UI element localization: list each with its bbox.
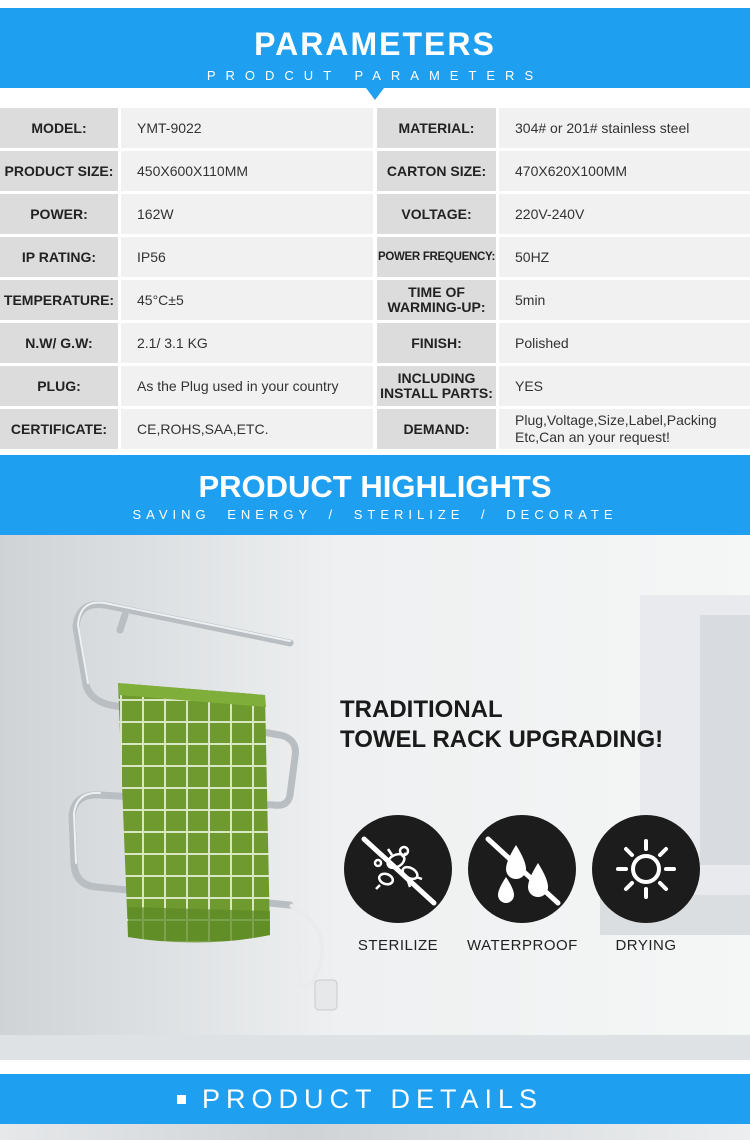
param-value: IP56 bbox=[121, 237, 373, 277]
table-row bbox=[0, 409, 750, 449]
param-label: TIME OF WARMING-UP: bbox=[377, 280, 496, 320]
table-row bbox=[0, 237, 750, 277]
highlights-subtitle: SAVING ENERGY / STERILIZE / DECORATE bbox=[132, 507, 618, 522]
feature-sterilize bbox=[343, 815, 453, 954]
param-value: 45°C±5 bbox=[121, 280, 373, 320]
parameters-banner bbox=[0, 8, 750, 88]
param-value: YES bbox=[499, 366, 750, 406]
feature-label: WATERPROOF bbox=[467, 937, 578, 954]
banner-pointer bbox=[366, 88, 384, 100]
param-label: N.W/ G.W: bbox=[0, 323, 118, 363]
param-label: TEMPERATURE: bbox=[0, 280, 118, 320]
param-label: POWER FREQUENCY: bbox=[377, 237, 496, 277]
feature-waterproof bbox=[467, 815, 577, 954]
details-title: PRODUCT DETAILS bbox=[202, 1084, 544, 1114]
table-row bbox=[0, 194, 750, 234]
param-value: 5min bbox=[499, 280, 750, 320]
param-label: PRODUCT SIZE: bbox=[0, 151, 118, 191]
param-label: PLUG: bbox=[0, 366, 118, 406]
param-value: 2.1/ 3.1 KG bbox=[121, 323, 373, 363]
highlights-banner bbox=[0, 455, 750, 535]
sun-icon bbox=[592, 815, 700, 923]
param-value: As the Plug used in your country bbox=[121, 366, 373, 406]
param-value: 220V-240V bbox=[499, 194, 750, 234]
param-label: FINISH: bbox=[377, 323, 496, 363]
param-label: INCLUDING INSTALL PARTS: bbox=[377, 366, 496, 406]
param-value: YMT-9022 bbox=[121, 108, 373, 148]
param-value: Polished bbox=[499, 323, 750, 363]
param-label: CERTIFICATE: bbox=[0, 409, 118, 449]
table-row bbox=[0, 108, 750, 148]
table-row bbox=[0, 366, 750, 406]
param-value: 470X620X100MM bbox=[499, 151, 750, 191]
towel-rack-scene bbox=[0, 535, 750, 1060]
product-hero-image bbox=[0, 535, 750, 1060]
table-row bbox=[0, 280, 750, 320]
water-drops-crossed-icon bbox=[468, 815, 576, 923]
param-label: DEMAND: bbox=[377, 409, 496, 449]
parameters-title: PARAMETERS bbox=[254, 26, 496, 62]
square-bullet-icon bbox=[177, 1095, 186, 1104]
param-value: 50HZ bbox=[499, 237, 750, 277]
param-value: Plug,Voltage,Size,Label,Packing Etc,Can an your request! bbox=[499, 409, 750, 449]
param-label: POWER: bbox=[0, 194, 118, 234]
feature-label: STERILIZE bbox=[357, 937, 439, 954]
hero-headline bbox=[340, 695, 663, 755]
table-row bbox=[0, 151, 750, 191]
details-image-strip bbox=[0, 1124, 750, 1140]
param-label: VOLTAGE: bbox=[377, 194, 496, 234]
param-value: CE,ROHS,SAA,ETC. bbox=[121, 409, 373, 449]
parameters-subtitle: PRODCUT PARAMETERS bbox=[206, 68, 544, 83]
param-label: MATERIAL: bbox=[377, 108, 496, 148]
feature-label: DRYING bbox=[615, 937, 677, 954]
highlights-title: PRODUCT HIGHLIGHTS bbox=[198, 469, 552, 504]
param-label: IP RATING: bbox=[0, 237, 118, 277]
param-value: 162W bbox=[121, 194, 373, 234]
param-value: 304# or 201# stainless steel bbox=[499, 108, 750, 148]
headline-line-1: TRADITIONAL bbox=[340, 696, 503, 723]
param-label: CARTON SIZE: bbox=[377, 151, 496, 191]
feature-drying bbox=[591, 815, 701, 954]
table-row bbox=[0, 323, 750, 363]
bacteria-crossed-icon bbox=[344, 815, 452, 923]
headline-line-2: TOWEL RACK UPGRADING! bbox=[340, 726, 664, 753]
param-label: MODEL: bbox=[0, 108, 118, 148]
param-value: 450X600X110MM bbox=[121, 151, 373, 191]
details-banner bbox=[0, 1074, 750, 1124]
